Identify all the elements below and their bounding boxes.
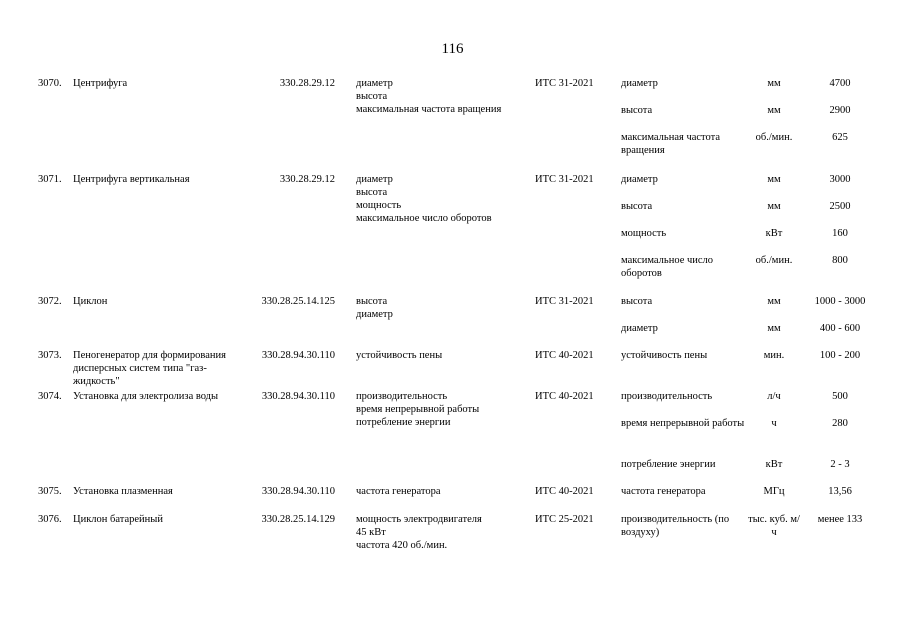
characteristic-item: диаметр — [356, 174, 393, 185]
characteristic-item: диаметр — [356, 78, 393, 89]
record-number: 3072. — [38, 296, 62, 307]
characteristics-list — [356, 295, 393, 321]
equipment-name: Центрифуга вертикальная — [73, 174, 190, 185]
record-number: 3075. — [38, 486, 62, 497]
characteristic-item: мощность электродвигателя — [356, 514, 482, 525]
classifier-code: 330.28.25.14.125 — [261, 296, 335, 307]
parameter-value: 400 - 600 — [819, 323, 861, 334]
characteristics-list — [356, 390, 479, 429]
its-reference: ИТС 31-2021 — [535, 174, 594, 185]
characteristic-item: частота генератора — [356, 486, 441, 497]
parameter-unit: МГц — [763, 486, 785, 497]
characteristic-item: высота — [356, 91, 388, 102]
parameter-unit: мм — [767, 323, 781, 334]
parameter-name: диаметр — [621, 78, 658, 89]
its-reference: ИТС 40-2021 — [535, 391, 594, 402]
record-number: 3070. — [38, 78, 62, 89]
record-number: 3074. — [38, 391, 62, 402]
parameter-name: высота — [621, 105, 653, 116]
parameter-value: 13,56 — [828, 486, 852, 497]
equipment-name: Пеногенератор для формирования дисперсных систем типа "газ-жидкость" — [73, 350, 226, 387]
parameter-unit: мм — [767, 174, 781, 185]
parameter-value: 2900 — [829, 105, 851, 116]
parameter-unit: об./мин. — [755, 132, 793, 143]
parameter-value: 280 — [832, 418, 848, 429]
parameter-unit: мм — [767, 296, 781, 307]
parameter-unit: кВт — [765, 228, 783, 239]
record-number: 3076. — [38, 514, 62, 525]
its-reference: ИТС 31-2021 — [535, 296, 594, 307]
parameter-unit: ч — [771, 418, 777, 429]
equipment-name: Циклон — [73, 296, 108, 307]
parameter-value: 1000 - 3000 — [814, 296, 866, 307]
parameter-unit: мм — [767, 78, 781, 89]
characteristic-item: высота — [356, 187, 388, 198]
parameter-value: 800 — [832, 255, 848, 266]
its-reference: ИТС 40-2021 — [535, 486, 594, 497]
parameter-name: производительность (по воздуху) — [621, 514, 730, 538]
parameter-value: 2 - 3 — [830, 459, 850, 470]
characteristic-item: время непрерывной работы — [356, 404, 480, 415]
parameter-unit: мм — [767, 105, 781, 116]
characteristic-item: производительность — [356, 391, 448, 402]
parameter-name: устойчивость пены — [621, 350, 708, 361]
classifier-code: 330.28.94.30.110 — [261, 391, 335, 402]
parameter-name: время непрерывной работы — [621, 418, 745, 429]
equipment-name: Центрифуга — [73, 78, 128, 89]
parameter-unit: тыс. куб. м/ч — [748, 514, 800, 538]
characteristic-item: устойчивость пены — [356, 350, 443, 361]
equipment-name: Установка для электролиза воды — [73, 391, 219, 402]
parameter-unit: об./мин. — [755, 255, 793, 266]
its-reference: ИТС 25-2021 — [535, 514, 594, 525]
characteristic-item: высота — [356, 296, 388, 307]
classifier-code: 330.28.94.30.110 — [261, 486, 335, 497]
characteristics-list — [356, 349, 442, 362]
parameter-value: 2500 — [829, 201, 851, 212]
characteristic-item: максимальное число оборотов — [356, 213, 492, 224]
characteristic-item: мощность — [356, 200, 402, 211]
characteristic-item: максимальная частота вращения — [356, 104, 502, 115]
parameter-value: 160 — [832, 228, 848, 239]
characteristics-list — [356, 513, 482, 552]
record-number: 3071. — [38, 174, 62, 185]
classifier-code: 330.28.29.12 — [279, 78, 335, 89]
classifier-code: 330.28.29.12 — [279, 174, 335, 185]
parameter-value: 4700 — [829, 78, 851, 89]
parameter-unit: л/ч — [767, 391, 781, 402]
parameter-value: 3000 — [829, 174, 851, 185]
parameter-name: мощность — [621, 228, 667, 239]
parameter-unit: мин. — [763, 350, 785, 361]
parameter-name: производительность — [621, 391, 713, 402]
parameter-value: 625 — [832, 132, 848, 143]
classifier-code: 330.28.25.14.129 — [261, 514, 335, 525]
parameter-name: максимальная частота вращения — [621, 132, 720, 156]
parameter-name: диаметр — [621, 174, 658, 185]
characteristic-item: 45 кВт — [356, 527, 386, 538]
parameter-value: 100 - 200 — [819, 350, 861, 361]
characteristics-list — [356, 485, 441, 498]
characteristic-item: диаметр — [356, 309, 393, 320]
parameter-value: менее 133 — [817, 514, 863, 525]
its-reference: ИТС 31-2021 — [535, 78, 594, 89]
characteristic-item: частота 420 об./мин. — [356, 540, 448, 551]
parameter-name: потребление энергии — [621, 459, 716, 470]
parameter-name: диаметр — [621, 323, 658, 334]
parameter-name: высота — [621, 296, 653, 307]
characteristics-list — [356, 173, 492, 225]
parameter-name: максимальное число оборотов — [621, 255, 714, 279]
parameter-name: частота генератора — [621, 486, 706, 497]
record-number: 3073. — [38, 350, 62, 361]
parameter-unit: мм — [767, 201, 781, 212]
equipment-name: Циклон батарейный — [73, 514, 163, 525]
parameter-value: 500 — [832, 391, 848, 402]
characteristic-item: потребление энергии — [356, 417, 451, 428]
parameter-unit: кВт — [765, 459, 783, 470]
classifier-code: 330.28.94.30.110 — [261, 350, 335, 361]
equipment-name: Установка плазменная — [73, 486, 173, 497]
parameter-name: высота — [621, 201, 653, 212]
page-number: 116 — [441, 41, 464, 57]
characteristics-list — [356, 77, 501, 116]
its-reference: ИТС 40-2021 — [535, 350, 594, 361]
